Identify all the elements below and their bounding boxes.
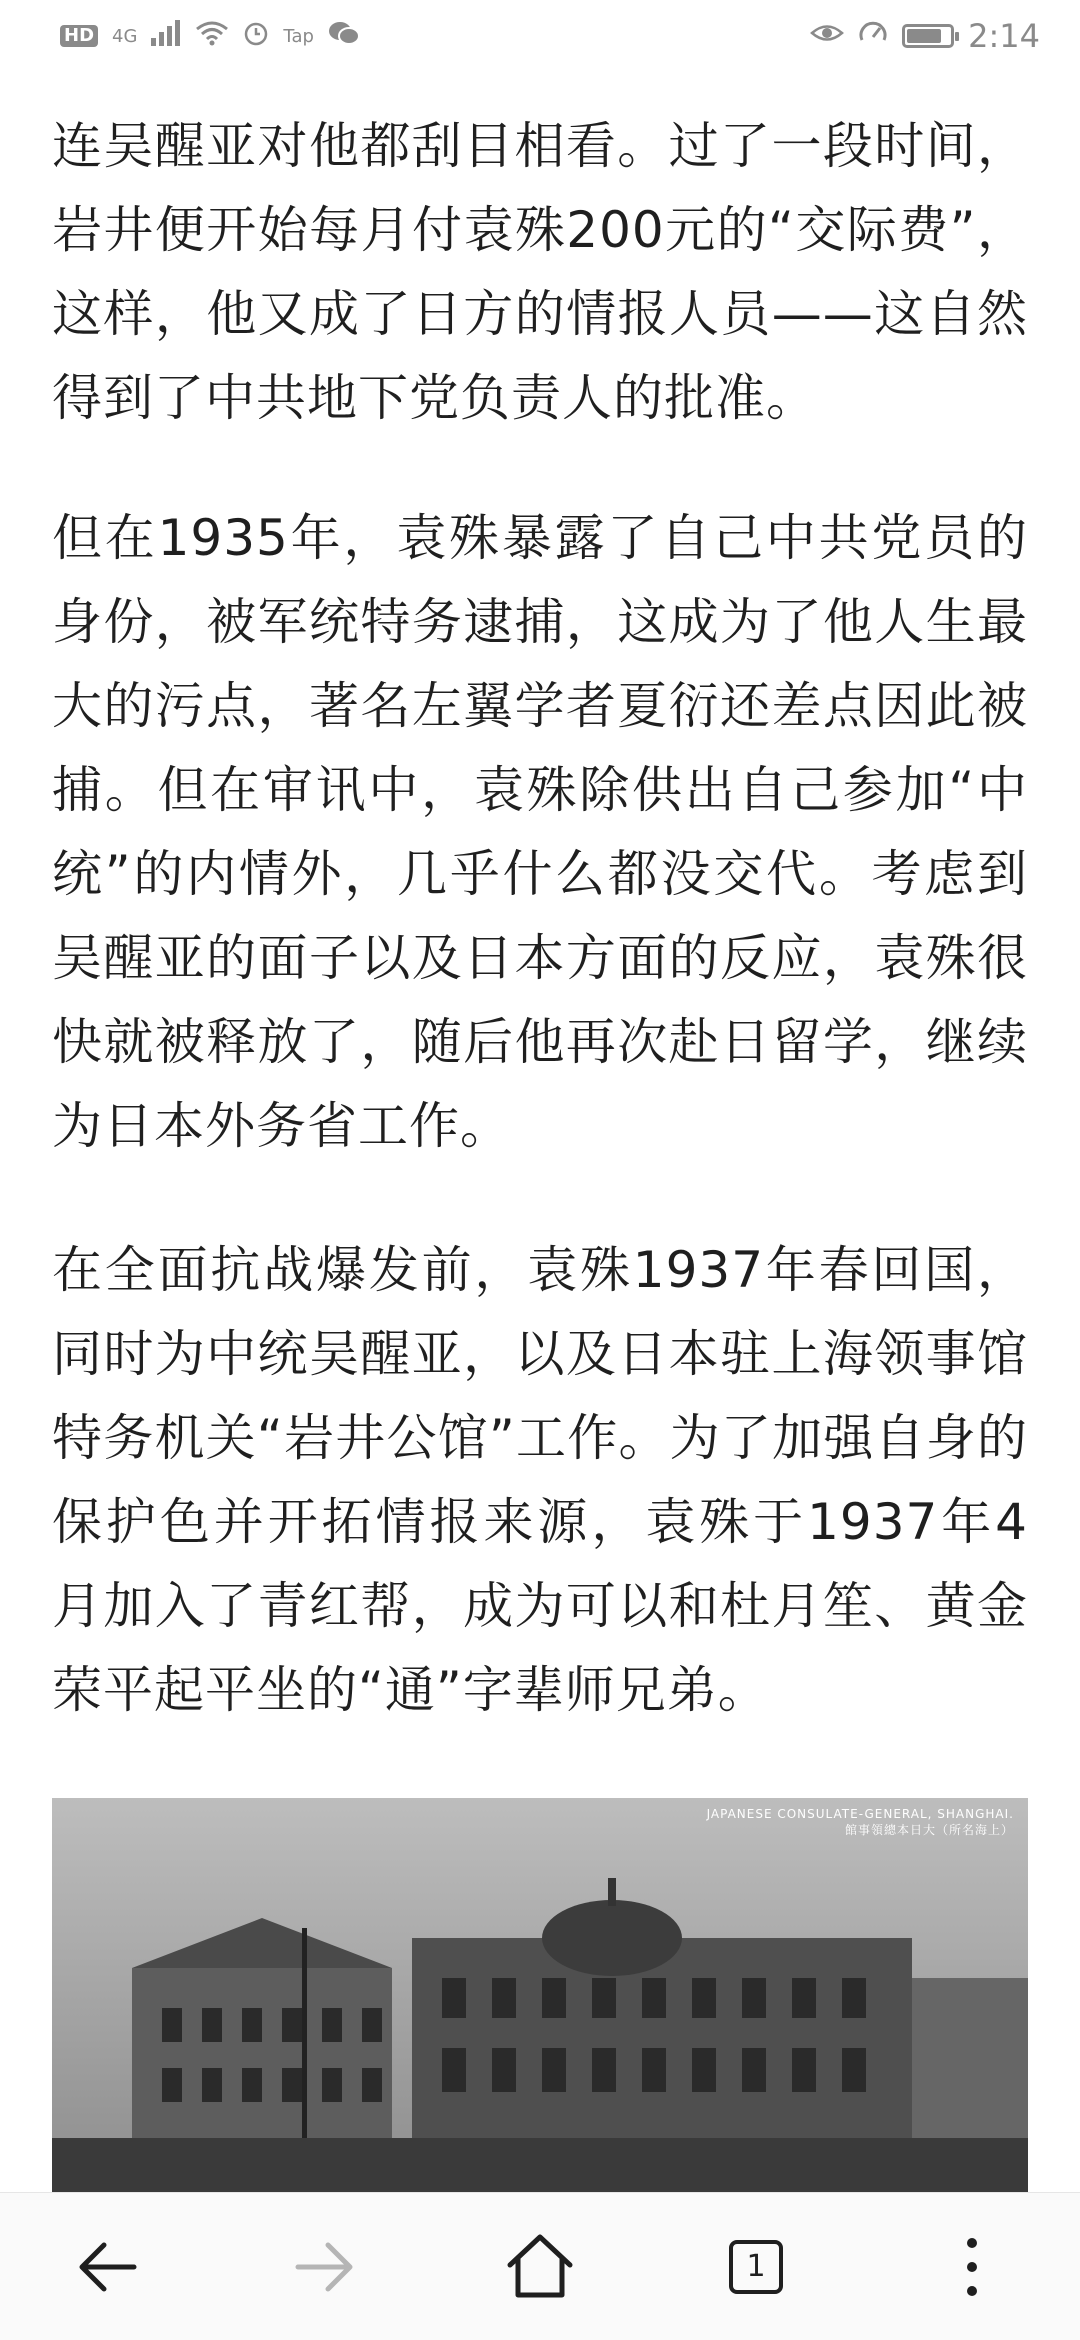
more-vertical-icon (962, 2235, 982, 2299)
photo-caption-en: JAPANESE CONSULATE-GENERAL, SHANGHAI. (706, 1807, 1014, 1821)
clock: 2:14 (968, 17, 1040, 55)
more-menu-button[interactable] (912, 2207, 1032, 2327)
arrow-left-icon (76, 2235, 140, 2299)
article-photo[interactable] (52, 1798, 1028, 2193)
tap-app-label: Tap (283, 25, 314, 47)
wechat-icon (328, 20, 360, 53)
wifi-icon (195, 20, 229, 53)
photo-caption-cn: 館事領總本日大（所名海上） (844, 1823, 1014, 1837)
article-paragraph: 在全面抗战爆发前，袁殊1937年春回国，同时为中统吴醒亚，以及日本驻上海领事馆特务机关“岩井公馆”工作。为了加强自身的保护色并开拓情报来源，袁殊于1937年4月加入了青红帮，成为可以和杜月笙、黄金荣平起平坐的“通”字辈师兄弟。 (52, 1241, 1028, 1719)
consulate-building-image (52, 1798, 1028, 2193)
battery-level (907, 29, 941, 43)
home-button[interactable] (480, 2207, 600, 2327)
hd-badge: HD (60, 25, 98, 47)
browser-bottom-bar (0, 2192, 1080, 2340)
signal-icon (151, 20, 181, 53)
status-left (60, 20, 360, 53)
article-paragraph: 但在1935年，袁殊暴露了自己中共党员的身份，被军统特务逮捕，这成为了他人生最大的污点，著名左翼学者夏衍还差点因此被捕。但在审讯中，袁殊除供出自己参加“中统”的内情外，几乎什么都没交代。考虑到吴醒亚的面子以及日本方面的反应，袁殊很快就被释放了，随后他再次赴日留学，继续为日本外务省工作。 (52, 509, 1028, 1155)
forward-button[interactable] (264, 2207, 384, 2327)
status-right (810, 17, 1040, 55)
arrow-right-icon (292, 2235, 356, 2299)
home-icon (504, 2231, 576, 2303)
status-bar (0, 0, 1080, 72)
data-speed-icon (858, 20, 888, 53)
tabs-button[interactable] (696, 2207, 816, 2327)
battery-icon (902, 24, 954, 48)
network-type: 4G (112, 25, 138, 47)
tab-count-badge: 1 (729, 2240, 783, 2294)
alarm-icon (243, 20, 269, 53)
photo-caption (707, 1806, 1014, 1838)
eye-comfort-icon (810, 20, 844, 53)
article-paragraph: 连吴醒亚对他都刮目相看。过了一段时间，岩井便开始每月付袁殊200元的“交际费”，这样，他又成了日方的情报人员——这自然得到了中共地下党负责人的批准。 (52, 117, 1028, 427)
back-button[interactable] (48, 2207, 168, 2327)
